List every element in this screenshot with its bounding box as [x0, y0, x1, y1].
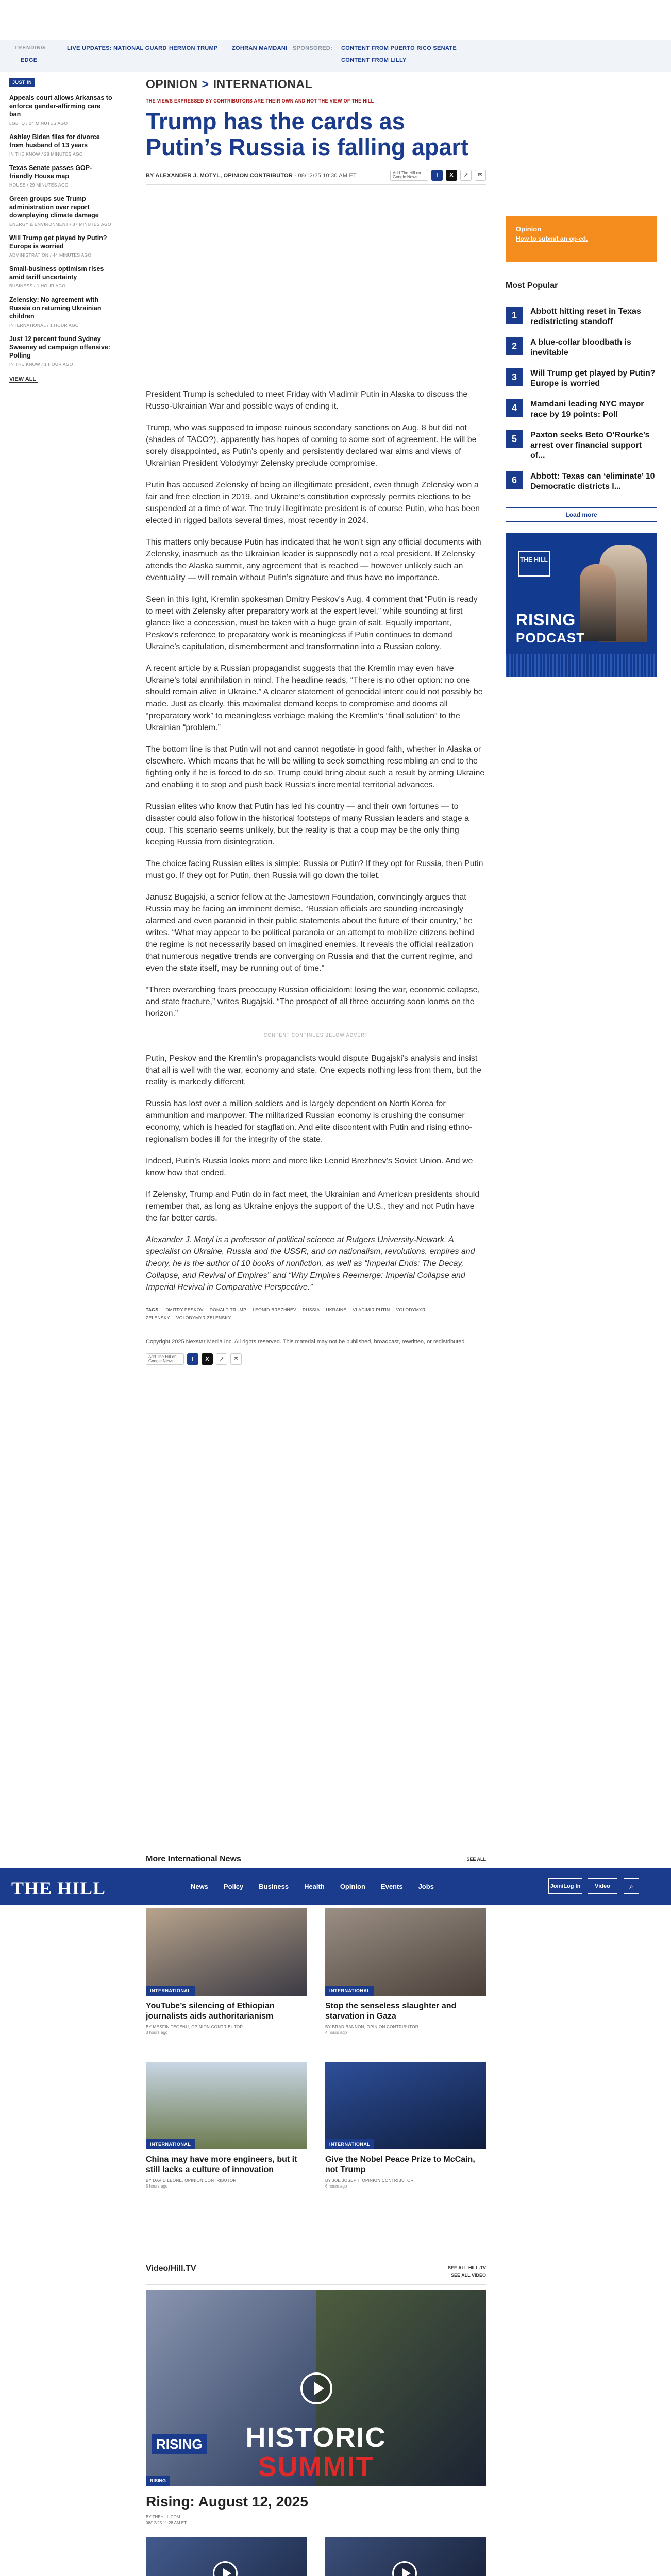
- email-icon[interactable]: ✉: [475, 170, 486, 181]
- see-all-video-link[interactable]: SEE ALL VIDEO: [450, 2273, 486, 2278]
- podcast-word: PODCAST: [516, 630, 585, 646]
- card-byline: BY MESFIN TEGENU, OPINION CONTRIBUTOR: [146, 2025, 243, 2029]
- copyright: Copyright 2025 Nexstar Media Inc. All rights reserved. This material may not be published, broadcast, rewritten, or redistributed.: [146, 1338, 466, 1345]
- tag-link[interactable]: DMITRY PESKOV: [165, 1307, 204, 1312]
- see-all-links: [448, 2264, 486, 2279]
- play-icon[interactable]: [392, 2561, 417, 2576]
- card-byline: BY BRAD BANNON, OPINION CONTRIBUTOR: [325, 2025, 418, 2029]
- x-icon[interactable]: X: [446, 170, 457, 181]
- paragraph: If Zelensky, Trump and Putin do in fact meet, the Ukrainian and American presidents should remember that, as long as Ukraine enjoys the support of the U.S., they and not Putin have the far better cards.: [146, 1190, 480, 1223]
- most-popular-title[interactable]: Will Trump get played by Putin? Europe is worried: [530, 369, 656, 388]
- rank-badge: 4: [506, 399, 523, 417]
- most-popular-title[interactable]: Abbott: Texas can ‘eliminate’ 10 Democratic districts l...: [530, 472, 655, 491]
- author-link[interactable]: BY ALEXANDER J. MOTYL, OPINION CONTRIBUTOR: [146, 173, 293, 179]
- just-in-item[interactable]: [9, 94, 112, 126]
- just-in-meta: ENERGY & ENVIRONMENT / 37 MINUTES AGO: [9, 222, 111, 227]
- video-card[interactable]: [146, 2537, 307, 2576]
- most-popular-title[interactable]: Paxton seeks Beto O’Rourke’s arrest over financial support of...: [530, 431, 650, 460]
- card-time: 4 hours ago: [325, 2030, 347, 2035]
- trending-link-6[interactable]: CONTENT FROM LILLY: [341, 57, 407, 63]
- most-popular-item[interactable]: [506, 430, 657, 461]
- facebook-icon[interactable]: f: [187, 1353, 198, 1365]
- play-icon[interactable]: [300, 2372, 332, 2404]
- x-icon[interactable]: X: [202, 1353, 213, 1365]
- load-more-button[interactable]: Load more: [506, 507, 657, 522]
- paragraph: Seen in this light, Kremlin spokesman Dmitry Peskov’s Aug. 4 comment that “Putin is ready to meet with Zelensky after preparatory work at the expert level,” while sounding at first glance like a concession, must be taken with a huge grain of salt. Equally important, Peskov’s reference to preparatory work is meaningless if Putin continues to demand Ukraine’s capitulation, dismemberment and transformation into a Russian colony.: [146, 595, 478, 651]
- facebook-icon[interactable]: f: [431, 170, 443, 181]
- breadcrumb: [146, 77, 486, 91]
- paragraph: Russia has lost over a million soldiers and is largely dependent on North Korea for ammunition and manpower. The militarized Russian economy is crushing the consumer economy, which is headed for stagflation. And elite discontent with Putin and rising ethno-regionalism bodes ill for the integrity of the state.: [146, 1099, 472, 1144]
- most-popular-item[interactable]: [506, 368, 657, 389]
- share-buttons: [390, 170, 486, 181]
- share-icon[interactable]: ↗: [216, 1353, 227, 1365]
- tag-link[interactable]: RUSSIA: [302, 1307, 320, 1312]
- view-all-link[interactable]: VIEW ALL: [9, 376, 38, 383]
- paragraph: A recent article by a Russian propagandist suggests that the Kremlin may even have Ukraine’s total annihilation in mind. The headline reads, “There is no other option: no one should remain alive in Ukraine.” A clearer statement of genocidal intent could not possibly be made. Just as clearly, this maximalist demand keeps to compromise and dooms all “preparatory work” to meaningless verbiage making the Kremlin’s “final solution” to the Ukrainian “problem.”: [146, 664, 483, 732]
- video-thumbnail: [146, 2537, 307, 2576]
- video-header: [146, 2264, 486, 2285]
- card-title[interactable]: YouTube’s silencing of Ethiopian journalists aids authoritarianism: [146, 2002, 275, 2021]
- video-tag: RISING: [146, 2476, 170, 2486]
- breadcrumb-international[interactable]: INTERNATIONAL: [213, 77, 313, 91]
- sponsored-label: SPONSORED:: [293, 45, 332, 52]
- tag-link[interactable]: VOLODYMYR ZELENSKY: [176, 1315, 231, 1320]
- nav-item-health[interactable]: Health: [304, 1883, 325, 1890]
- just-in-rail: [9, 77, 112, 383]
- most-popular-item[interactable]: [506, 337, 657, 358]
- rank-badge: 3: [506, 368, 523, 386]
- video-title[interactable]: Rising: August 12, 2025: [146, 2494, 308, 2510]
- trending-bar: [0, 40, 671, 72]
- tag-link[interactable]: LEONID BREZHNEV: [253, 1307, 296, 1312]
- just-in-title[interactable]: Green groups sue Trump administration over report downplaying climate damage: [9, 195, 99, 219]
- trending-link-4[interactable]: CONTENT FROM PUERTO RICO SENATE: [341, 45, 457, 52]
- paragraph: This matters only because Putin has indicated that he won’t sign any official documents with Zelensky, inasmuch as the Ukrainian leader is supposedly not a real president. If Zelensky attends the Alaska summit, any agreement that is reached — however unlikely such an eventuality — will remain without Putin’s signature and thus have no importance.: [146, 538, 481, 582]
- google-news-button[interactable]: Add The Hill on Google News: [146, 1353, 184, 1365]
- news-card[interactable]: [146, 2062, 307, 2189]
- most-popular-title[interactable]: A blue-collar bloodbath is inevitable: [530, 338, 631, 357]
- just-in-title[interactable]: Ashley Biden files for divorce from husband of 13 years: [9, 133, 100, 149]
- just-in-item[interactable]: [9, 335, 112, 367]
- paragraph: Putin, Peskov and the Kremlin’s propagandists would dispute Bugajski’s analysis and insist that all is well with the war, economy and state. One expects nothing less from them, but the reality is markedly different.: [146, 1054, 481, 1087]
- card-byline: BY JOE JOSEPH, OPINION CONTRIBUTOR: [325, 2178, 414, 2183]
- rising-podcast-ad[interactable]: [506, 533, 657, 677]
- video-thumbnail: [325, 2537, 486, 2576]
- podcast-rising: RISING: [516, 611, 576, 629]
- byline: [146, 173, 357, 179]
- tag-link[interactable]: DONALD TRUMP: [209, 1307, 247, 1312]
- breadcrumb-separator: >: [202, 77, 209, 91]
- most-popular-title[interactable]: Abbott hitting reset in Texas redistricting standoff: [530, 307, 641, 326]
- just-in-meta: IN THE KNOW / 28 MINUTES AGO: [9, 151, 83, 157]
- most-popular-item[interactable]: [506, 307, 657, 327]
- video-caption-line1: HISTORIC: [245, 2422, 387, 2453]
- video-card[interactable]: [325, 2537, 486, 2576]
- just-in-title[interactable]: Appeals court allows Arkansas to enforce gender-affirming care ban: [9, 94, 112, 118]
- news-card[interactable]: [146, 1908, 307, 2035]
- just-in-item[interactable]: [9, 133, 112, 157]
- article-body: [146, 388, 486, 1293]
- news-card[interactable]: [325, 2062, 486, 2189]
- card-tag: INTERNATIONAL: [146, 1986, 195, 1996]
- card-title[interactable]: Stop the senseless slaughter and starvation in Gaza: [325, 2002, 457, 2021]
- nav-item-business[interactable]: Business: [259, 1883, 289, 1890]
- video-caption-line2: SUMMIT: [258, 2451, 374, 2482]
- share-buttons-bottom: [146, 1353, 486, 1365]
- just-in-meta: INTERNATIONAL / 1 HOUR AGO: [9, 323, 79, 328]
- paragraph: The choice facing Russian elites is simple: Russia or Putin? If they opt for Russia, then Putin must go. If they opt for Putin, then Russia will go down the toilet.: [146, 859, 483, 880]
- just-in-meta: ADMINISTRATION / 44 MINUTES AGO: [9, 252, 92, 258]
- trending-link-5[interactable]: EDGE: [21, 57, 38, 63]
- nav-item-jobs[interactable]: Jobs: [418, 1883, 434, 1890]
- thehill-logo[interactable]: THE HILL: [11, 1878, 106, 1899]
- most-popular-item[interactable]: [506, 399, 657, 420]
- paragraph: “Three overarching fears preoccupy Russian officialdom: losing the war, economic collapse, and state fracture,” writes Bugajski. “The prospect of all three occurring soon looms on the horizon.”: [146, 986, 480, 1018]
- email-icon[interactable]: ✉: [230, 1353, 242, 1365]
- byline-row: [146, 170, 486, 185]
- site-header: [0, 1868, 671, 1905]
- ad-notice: CONTENT CONTINUES BELOW ADVERT: [263, 1032, 368, 1038]
- card-image: [325, 2062, 486, 2149]
- host-photo: [580, 564, 616, 641]
- paragraph: Trump, who was supposed to impose ruinous secondary sanctions on Aug. 8 but did not (shades of TACO?), apparently has hopes of coming to some sort of agreement. He will be sorely disappointed, as Putin’s openly and persistently declared war aims and views of Ukrainian President Volodymyr Zelensky preclude compromise.: [146, 423, 477, 468]
- article: [146, 77, 486, 1365]
- opinion-promo[interactable]: [506, 216, 657, 262]
- just-in-item[interactable]: [9, 164, 112, 188]
- card-byline: BY DAVID LEONE, OPINION CONTRIBUTOR: [146, 2178, 237, 2183]
- rank-badge: 6: [506, 471, 523, 489]
- opinion-promo-cta[interactable]: How to submit an op-ed.: [516, 235, 588, 242]
- most-popular-title: Most Popular: [506, 281, 657, 296]
- hero-image-area: [146, 185, 486, 388]
- most-popular-item[interactable]: [506, 471, 657, 492]
- join-login-button[interactable]: Join/Log In: [548, 1878, 582, 1894]
- card-image: [146, 1908, 307, 1996]
- card-tag: INTERNATIONAL: [325, 1986, 374, 1996]
- card-image: [146, 2062, 307, 2149]
- card-time: 5 hours ago: [146, 2184, 168, 2189]
- just-in-meta: HOUSE / 29 MINUTES AGO: [9, 182, 69, 188]
- rank-badge: 2: [506, 337, 523, 355]
- more-international-header: [146, 1855, 486, 1867]
- just-in-item[interactable]: [9, 195, 112, 227]
- paragraph: Russian elites who know that Putin has led his country — and their own fortunes — to disaster could also follow in the historical footsteps of many Russian leaders and stage a coup. This scenario seems unlikely, but the reality is that a coup may be the only thing keeping Russia from disintegration.: [146, 802, 469, 846]
- trending-link-2[interactable]: HERMON TRUMP: [169, 45, 218, 52]
- share-icon[interactable]: ↗: [460, 170, 472, 181]
- opinion-promo-logo: Opinion: [516, 225, 542, 233]
- paragraph: Putin has accused Zelensky of being an illegitimate president, even though Zelensky won a fair and free election in 2019, and Ukraine’s constitution expressly permits elections to be suspended at a time of war. The truly illegitimate president is of course Putin, who has been elected in rigged ballots several times, most recently in 2024.: [146, 481, 480, 525]
- trending-link-1[interactable]: LIVE UPDATES: NATIONAL GUARD: [67, 45, 167, 52]
- waveform-graphic: [506, 654, 657, 677]
- see-all-link[interactable]: SEE ALL: [466, 1857, 486, 1862]
- thehill-logo: THE HILL: [518, 551, 550, 577]
- just-in-badge: JUST IN: [9, 78, 35, 87]
- just-in-item[interactable]: [9, 265, 112, 289]
- card-tag: INTERNATIONAL: [325, 2139, 374, 2149]
- article-headline: Trump has the cards as Putin’s Russia is falling apart: [146, 108, 468, 160]
- video-button[interactable]: Video: [588, 1878, 617, 1894]
- rank-badge: 1: [506, 307, 523, 324]
- just-in-title[interactable]: Zelensky: No agreement with Russia on returning Ukrainian children: [9, 296, 102, 320]
- video-time: 08/12/25 11:28 AM ET: [146, 2521, 187, 2526]
- card-image: [325, 1908, 486, 1996]
- paragraph: Janusz Bugajski, a senior fellow at the Jamestown Foundation, convincingly argues that Russia may be facing an imminent demise. “Russian officials are sounding increasingly alarmed and even paranoid in their public statements about the future of their country,” he writes. “What may appear to be political paranoia or an attempt to mobilize citizens behind the regime is not necessarily based on imagined enemies. It reveals the official realization that numerous negative trends are converging on Russia and that the current regime, and even the state itself, may be running out of time.”: [146, 893, 474, 973]
- author-bio: Alexander J. Motyl is a professor of political science at Rutgers University-Newark. A specialist on Ukraine, Russia and the USSR, and on nationalism, revolutions, empires and theory, he is the author of 10 books of nonfiction, as well as “Imperial Ends: The Decay, Collapse, and Revival of Empires” and “Why Empires Reemerge: Imperial Collapse and Imperial Revival in Comparative Perspective.”: [146, 1235, 475, 1292]
- tags-label: TAGS: [146, 1307, 159, 1312]
- see-all-hilltv-link[interactable]: SEE ALL HILL.TV: [447, 2265, 486, 2270]
- rising-badge: RISING: [152, 2434, 207, 2454]
- video-author: BY THEHILL.COM: [146, 2515, 180, 2519]
- card-tag: INTERNATIONAL: [146, 2139, 195, 2149]
- search-icon[interactable]: ⌕: [624, 1878, 639, 1894]
- tag-link[interactable]: VOLODYMYR ZELENSKY: [146, 1307, 426, 1320]
- breadcrumb-opinion[interactable]: OPINION: [146, 77, 198, 91]
- paragraph: Indeed, Putin’s Russia looks more and more like Leonid Brezhnev’s Soviet Union. And we know how that ended.: [146, 1157, 473, 1177]
- section-title: More International News: [146, 1855, 241, 1863]
- just-in-title[interactable]: Just 12 percent found Sydney Sweeney ad campaign offensive: Polling: [9, 335, 110, 359]
- most-popular-title[interactable]: Mamdani leading NYC mayor race by 19 points: Poll: [530, 400, 644, 419]
- main-nav: [191, 1883, 434, 1890]
- just-in-title[interactable]: Will Trump get played by Putin? Europe is worried: [9, 234, 107, 250]
- video-player[interactable]: [146, 2290, 486, 2486]
- nav-item-events[interactable]: Events: [380, 1883, 403, 1890]
- card-time: 3 hours ago: [146, 2030, 168, 2035]
- just-in-title[interactable]: Texas Senate passes GOP-friendly House map: [9, 164, 92, 180]
- trending-label: TRENDING: [14, 45, 46, 51]
- video-byline: [146, 2514, 187, 2527]
- card-title[interactable]: China may have more engineers, but it still lacks a culture of innovation: [146, 2155, 297, 2174]
- just-in-item[interactable]: [9, 296, 112, 328]
- google-news-button[interactable]: Add The Hill on Google News: [390, 170, 428, 181]
- publish-date: - 08/12/25 10:30 AM ET: [294, 173, 357, 179]
- tags: [146, 1306, 486, 1322]
- paragraph: President Trump is scheduled to meet Friday with Vladimir Putin in Alaska to discuss the Russo-Ukrainian War and possible ways of ending it.: [146, 390, 468, 411]
- play-icon[interactable]: [213, 2561, 238, 2576]
- nav-item-opinion[interactable]: Opinion: [340, 1883, 365, 1890]
- opinion-disclaimer: THE VIEWS EXPRESSED BY CONTRIBUTORS ARE THEIR OWN AND NOT THE VIEW OF THE HILL: [146, 98, 374, 104]
- news-card[interactable]: [325, 1908, 486, 2035]
- card-title[interactable]: Give the Nobel Peace Prize to McCain, not Trump: [325, 2155, 475, 2174]
- section-title: Video/Hill.TV: [146, 2264, 196, 2273]
- nav-item-news[interactable]: News: [191, 1883, 208, 1890]
- just-in-item[interactable]: [9, 234, 112, 258]
- just-in-meta: BUSINESS / 1 HOUR AGO: [9, 283, 66, 289]
- tag-link[interactable]: VLADIMIR PUTIN: [353, 1307, 390, 1312]
- just-in-meta: IN THE KNOW / 1 HOUR AGO: [9, 362, 73, 367]
- paragraph: The bottom line is that Putin will not and cannot negotiate in good faith, whether in Alaska or elsewhere. Which means that he will be willing to seek something resembling an end to the fighting only if he is forced to do so. Trump could bring about such a result by arming Ukraine and enabling it to stop and push back Russia’s incremental territorial advances.: [146, 745, 485, 789]
- just-in-title[interactable]: Small-business optimism rises amid tariff uncertainty: [9, 265, 104, 281]
- rank-badge: 5: [506, 430, 523, 448]
- tag-link[interactable]: UKRAINE: [326, 1307, 347, 1312]
- card-time: 6 hours ago: [325, 2184, 347, 2189]
- right-rail: [506, 216, 657, 677]
- nav-item-policy[interactable]: Policy: [223, 1883, 244, 1890]
- just-in-meta: LGBTQ / 24 MINUTES AGO: [9, 121, 68, 126]
- trending-link-3[interactable]: ZOHRAN MAMDANI: [232, 45, 288, 52]
